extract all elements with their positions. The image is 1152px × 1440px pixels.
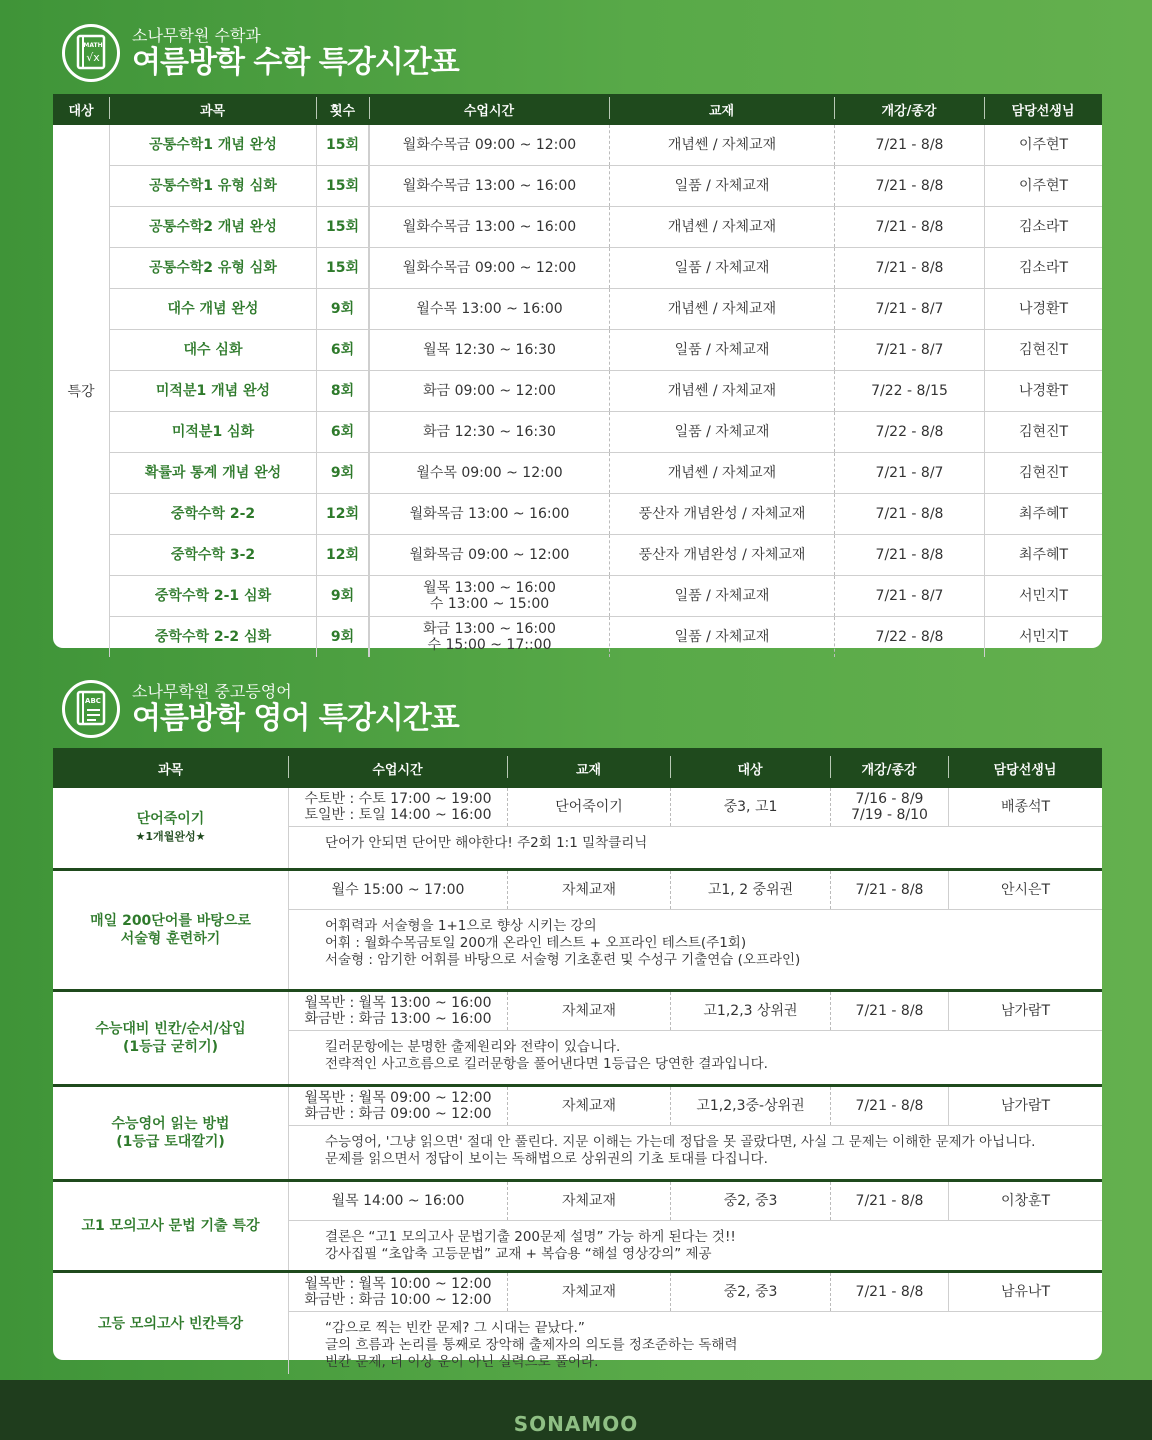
subject-name: 중학수학 2-1 심화: [110, 576, 317, 616]
class-time: [289, 1273, 508, 1311]
class-time: [370, 125, 610, 165]
course-badge: ★1개월완성★: [135, 830, 206, 843]
class-time-line: 화금반 : 화금 13:00 ~ 16:00: [304, 1011, 492, 1027]
class-time: [370, 207, 610, 247]
teacher: 안시은T: [1000, 882, 1051, 898]
session-count: 15회: [317, 207, 370, 247]
course-group: [53, 1084, 1102, 1179]
abc-book-icon: [62, 680, 120, 738]
class-time-line: 화금 09:00 ~ 12:00: [423, 383, 556, 399]
class-time: [289, 992, 508, 1030]
class-time-line: 월화수목금 13:00 ~ 16:00: [402, 178, 577, 194]
teacher: 나경환T: [1018, 383, 1069, 399]
period: 7/21 - 8/8: [835, 207, 985, 247]
table-row: [110, 207, 1102, 248]
textbook: 일품 / 자체교재: [610, 412, 835, 452]
table-row: [289, 1087, 1102, 1126]
course-description: [289, 1126, 1102, 1168]
course-name: [53, 1273, 289, 1374]
class-time-line: 월화목금 13:00 ~ 16:00: [409, 506, 570, 522]
class-time: [370, 330, 610, 370]
class-time-line: 화금반 : 화금 09:00 ~ 12:00: [304, 1106, 492, 1122]
session-count: 12회: [317, 494, 370, 534]
class-time: [370, 371, 610, 411]
table-row: [289, 788, 1102, 827]
period: 7/21 - 8/7: [835, 453, 985, 493]
teacher: 최주혜T: [1018, 506, 1069, 522]
course-name: [53, 1182, 289, 1270]
teacher: 남유나T: [1000, 1284, 1051, 1300]
course-name-line: 수능대비 빈칸/순서/삽입: [95, 1021, 246, 1037]
session-count: 15회: [317, 248, 370, 288]
teacher: 나경환T: [1018, 301, 1069, 317]
sonamoo-logo: SONAMOO: [513, 1412, 639, 1436]
class-time: [370, 248, 610, 288]
period-line: 7/21 - 8/8: [855, 882, 924, 898]
course-group: [53, 989, 1102, 1084]
course-name-line: 고등 모의고사 빈칸특강: [98, 1315, 243, 1332]
class-time: [370, 576, 610, 616]
period: 7/21 - 8/8: [835, 535, 985, 575]
course-name-line: 단어죽이기: [136, 811, 205, 827]
textbook: 개념쎈 / 자체교재: [610, 207, 835, 247]
class-time-line: 월수목 09:00 ~ 12:00: [416, 465, 563, 481]
class-time-line: 화금 12:30 ~ 16:30: [423, 424, 556, 440]
class-time-line: 월목반 : 월목 13:00 ~ 16:00: [304, 995, 492, 1011]
course-group: [53, 1270, 1102, 1374]
period: 7/22 - 8/15: [835, 371, 985, 411]
subject-name: 공통수학2 개념 완성: [110, 207, 317, 247]
period: 7/21 - 8/7: [835, 576, 985, 616]
session-count: 6회: [317, 412, 370, 452]
textbook: 일품 / 자체교재: [610, 617, 835, 657]
course-name-line: 수능영어 읽는 방법: [111, 1116, 230, 1132]
textbook: 자체교재: [508, 992, 671, 1030]
math-section-header: [62, 24, 459, 82]
class-time: [289, 788, 508, 826]
class-time-line: 월화목금 09:00 ~ 12:00: [409, 547, 570, 563]
textbook: 자체교재: [508, 1273, 671, 1311]
teacher: 이창훈T: [1000, 1193, 1051, 1209]
teacher: 서민지T: [1018, 629, 1069, 645]
textbook: 일품 / 자체교재: [610, 248, 835, 288]
class-time-line: 월목반 : 월목 10:00 ~ 12:00: [304, 1276, 492, 1292]
subject-name: 미적분1 개념 완성: [110, 371, 317, 411]
subject-name: 미적분1 심화: [110, 412, 317, 452]
class-time: [370, 289, 610, 329]
table-row: [110, 371, 1102, 412]
textbook: 개념쎈 / 자체교재: [610, 289, 835, 329]
table-row: [110, 576, 1102, 617]
teacher: 서민지T: [1018, 588, 1069, 604]
period: 7/21 - 8/8: [835, 248, 985, 288]
description-line: 강사집필 “초압축 고등문법” 교재 + 복습용 “해설 영상강의” 제공: [325, 1246, 712, 1262]
table-row: [289, 992, 1102, 1031]
subject-name: 중학수학 2-2 심화: [110, 617, 317, 657]
period-line: 7/21 - 8/8: [855, 1284, 924, 1300]
period: [831, 1182, 949, 1220]
textbook: 풍산자 개념완성 / 자체교재: [610, 535, 835, 575]
course-name-line: 고1 모의고사 문법 기출 특강: [81, 1218, 260, 1234]
class-time: [370, 494, 610, 534]
target-cell: 특강: [53, 125, 110, 657]
teacher: 김소라T: [1018, 260, 1069, 276]
header-time: 수업시간: [369, 100, 609, 119]
class-time-line: 월화수목금 09:00 ~ 12:00: [402, 137, 577, 153]
session-count: 15회: [317, 166, 370, 206]
period-line: 7/21 - 8/8: [855, 1193, 924, 1209]
description-line: 글의 흐름과 논리를 통째로 장악해 출제자의 의도를 정조준하는 독해력: [325, 1337, 738, 1353]
course-description: [289, 1221, 1102, 1263]
math-table-header: [53, 94, 1102, 125]
textbook: 자체교재: [508, 871, 671, 909]
table-row: [110, 330, 1102, 371]
description-line: 킬러문항에는 분명한 출제원리와 전략이 있습니다.: [325, 1039, 621, 1055]
textbook: 단어죽이기: [508, 788, 671, 826]
course-name-line: (1등급 토대깔기): [116, 1134, 225, 1150]
period: [831, 1273, 949, 1311]
class-time-line: 월목 13:00 ~ 16:00: [423, 580, 556, 596]
class-time: [370, 412, 610, 452]
course-group: [53, 868, 1102, 989]
course-description: [289, 910, 1102, 969]
period-line: 7/21 - 8/8: [855, 1003, 924, 1019]
teacher: 김현진T: [1018, 424, 1069, 440]
subject-name: 공통수학1 개념 완성: [110, 125, 317, 165]
session-count: 15회: [317, 125, 370, 165]
svg-text:√x: √x: [86, 51, 100, 64]
table-row: [289, 1273, 1102, 1312]
grade-target: 고1,2,3중-상위권: [671, 1087, 831, 1125]
period-line: 7/19 - 8/10: [851, 807, 928, 823]
header-subject: 과목: [109, 100, 316, 119]
class-time: [289, 1087, 508, 1125]
period: [831, 1087, 949, 1125]
header-eng-grade: 대상: [670, 759, 830, 778]
textbook: 일품 / 자체교재: [610, 576, 835, 616]
class-time-line: 월수 15:00 ~ 17:00: [331, 882, 465, 898]
course-description: [289, 827, 1102, 852]
class-time-line: 월수목 13:00 ~ 16:00: [416, 301, 563, 317]
subject-name: 중학수학 2-2: [110, 494, 317, 534]
math-subtitle: 소나무학원 수학과: [132, 26, 261, 45]
subject-name: 대수 심화: [110, 330, 317, 370]
class-time-line: 화금 13:00 ~ 16:00: [423, 621, 556, 637]
course-name: [53, 1087, 289, 1179]
english-subtitle: 소나무학원 중고등영어: [132, 682, 292, 701]
grade-target: 고1, 2 중위권: [671, 871, 831, 909]
table-row: [110, 289, 1102, 330]
course-group: [53, 788, 1102, 868]
description-line: 서술형 : 암기한 어휘를 바탕으로 서술형 기초훈련 및 수성구 기출연습 (오프라인): [325, 952, 801, 968]
math-table: [53, 94, 1102, 653]
class-time: [370, 617, 610, 657]
course-group: [53, 1179, 1102, 1270]
class-time-line: 수 13:00 ~ 15:00: [429, 596, 550, 612]
subject-name: 공통수학2 유형 심화: [110, 248, 317, 288]
course-description: [289, 1312, 1102, 1371]
description-line: 수능영어, '그냥 읽으면' 절대 안 풀린다. 지문 이해는 가는데 정답을 못 골랐다면, 사실 그 문제는 이해한 문제가 아닙니다.: [325, 1134, 1036, 1150]
course-name: [53, 992, 289, 1084]
teacher: 최주혜T: [1018, 547, 1069, 563]
class-time: [370, 166, 610, 206]
textbook: 일품 / 자체교재: [610, 166, 835, 206]
class-time-line: 수 15:00 ~ 17::00: [427, 637, 552, 653]
period-line: 7/16 - 8/9: [855, 791, 924, 807]
textbook: 일품 / 자체교재: [610, 330, 835, 370]
header-eng-period: 개강/종강: [830, 759, 948, 778]
teacher: 배종석T: [1000, 799, 1051, 815]
table-row: [289, 1182, 1102, 1221]
period: 7/21 - 8/7: [835, 330, 985, 370]
period: [831, 992, 949, 1030]
header-teacher: 담당선생님: [984, 100, 1102, 119]
english-section-header: [62, 680, 459, 738]
teacher: 김현진T: [1018, 465, 1069, 481]
session-count: 9회: [317, 576, 370, 616]
table-row: [110, 125, 1102, 166]
header-period: 개강/종강: [834, 100, 984, 119]
svg-text:ABC: ABC: [85, 697, 101, 705]
description-line: “감으로 찍는 빈칸 문제? 그 시대는 끝났다.”: [325, 1320, 585, 1336]
english-title: 여름방학 영어 특강시간표: [132, 701, 459, 736]
table-row: [110, 535, 1102, 576]
table-row: [110, 166, 1102, 207]
course-name: [53, 788, 289, 868]
class-time-line: 월목 12:30 ~ 16:30: [423, 342, 556, 358]
textbook: 개념쎈 / 자체교재: [610, 371, 835, 411]
teacher: 남가람T: [1000, 1003, 1051, 1019]
description-line: 빈칸 문제, 더 이상 운이 아닌 실력으로 풀어라.: [325, 1354, 599, 1370]
table-row: [110, 617, 1102, 657]
textbook: 풍산자 개념완성 / 자체교재: [610, 494, 835, 534]
course-name-line: 서술형 훈련하기: [120, 931, 221, 947]
header-book: 교재: [609, 100, 834, 119]
svg-text:MATH: MATH: [83, 42, 103, 49]
description-line: 단어가 안되면 단어만 해야한다! 주2회 1:1 밀착클리닉: [325, 835, 648, 851]
teacher: 남가람T: [1000, 1098, 1051, 1114]
session-count: 9회: [317, 617, 370, 657]
header-eng-book: 교재: [507, 759, 670, 778]
textbook: 자체교재: [508, 1087, 671, 1125]
course-name-line: 매일 200단어를 바탕으로: [90, 913, 251, 929]
session-count: 9회: [317, 289, 370, 329]
table-row: [289, 871, 1102, 910]
table-row: [110, 248, 1102, 289]
period: 7/22 - 8/8: [835, 412, 985, 452]
class-time-line: 수토반 : 수토 17:00 ~ 19:00: [304, 791, 492, 807]
course-name-line: (1등급 굳히기): [122, 1039, 219, 1055]
grade-target: 중3, 고1: [671, 788, 831, 826]
period: [831, 871, 949, 909]
grade-target: 중2, 중3: [671, 1182, 831, 1220]
description-line: 어휘력과 서술형을 1+1으로 향상 시키는 강의: [325, 918, 597, 934]
class-time-line: 토일반 : 토일 14:00 ~ 16:00: [304, 807, 492, 823]
description-line: 전략적인 사고흐름으로 킬러문항을 풀어낸다면 1등급은 당연한 결과입니다.: [325, 1056, 768, 1072]
course-description: [289, 1031, 1102, 1073]
header-target: 대상: [68, 104, 94, 119]
class-time: [289, 871, 508, 909]
grade-target: 고1,2,3 상위권: [671, 992, 831, 1030]
textbook: 개념쎈 / 자체교재: [610, 453, 835, 493]
subject-name: 대수 개념 완성: [110, 289, 317, 329]
subject-name: 중학수학 3-2: [110, 535, 317, 575]
table-row: [110, 453, 1102, 494]
session-count: 12회: [317, 535, 370, 575]
period: 7/21 - 8/7: [835, 289, 985, 329]
footer: [0, 1380, 1152, 1440]
teacher: 이주현T: [1018, 137, 1069, 153]
session-count: 6회: [317, 330, 370, 370]
period: 7/21 - 8/8: [835, 166, 985, 206]
class-time-line: 월화수목금 13:00 ~ 16:00: [402, 219, 577, 235]
subject-name: 공통수학1 유형 심화: [110, 166, 317, 206]
grade-target: 중2, 중3: [671, 1273, 831, 1311]
table-row: [110, 412, 1102, 453]
class-time-line: 월목반 : 월목 09:00 ~ 12:00: [304, 1090, 492, 1106]
period: [831, 788, 949, 826]
textbook: 자체교재: [508, 1182, 671, 1220]
course-name: [53, 871, 289, 989]
class-time-line: 월목 14:00 ~ 16:00: [331, 1193, 465, 1209]
class-time: [370, 453, 610, 493]
subject-name: 확률과 통계 개념 완성: [110, 453, 317, 493]
teacher: 이주현T: [1018, 178, 1069, 194]
teacher: 김소라T: [1018, 219, 1069, 235]
description-line: 문제를 읽으면서 정답이 보이는 독해법으로 상위권의 기초 토대를 다집니다.: [325, 1151, 768, 1167]
period-line: 7/21 - 8/8: [855, 1098, 924, 1114]
period: 7/21 - 8/8: [835, 125, 985, 165]
period: 7/21 - 8/8: [835, 494, 985, 534]
session-count: 8회: [317, 371, 370, 411]
english-table: [53, 748, 1102, 1370]
math-title: 여름방학 수학 특강시간표: [132, 45, 459, 80]
description-line: 결론은 “고1 모의고사 문법기출 200문제 설명” 가능 하게 된다는 것!!: [325, 1229, 736, 1245]
period: 7/22 - 8/8: [835, 617, 985, 657]
session-count: 9회: [317, 453, 370, 493]
class-time-line: 월화수목금 09:00 ~ 12:00: [402, 260, 577, 276]
description-line: 어휘 : 월화수목금토일 200개 온라인 테스트 + 오프라인 테스트(주1회): [325, 935, 747, 951]
textbook: 개념쎈 / 자체교재: [610, 125, 835, 165]
teacher: 김현진T: [1018, 342, 1069, 358]
class-time: [289, 1182, 508, 1220]
header-count: 횟수: [316, 100, 369, 119]
math-book-icon: [62, 24, 120, 82]
english-table-header: [53, 748, 1102, 788]
class-time: [370, 535, 610, 575]
header-eng-time: 수업시간: [288, 759, 507, 778]
header-eng-teacher: 담당선생님: [948, 759, 1102, 778]
class-time-line: 화금반 : 화금 10:00 ~ 12:00: [304, 1292, 492, 1308]
header-eng-subject: 과목: [157, 762, 184, 778]
table-row: [110, 494, 1102, 535]
